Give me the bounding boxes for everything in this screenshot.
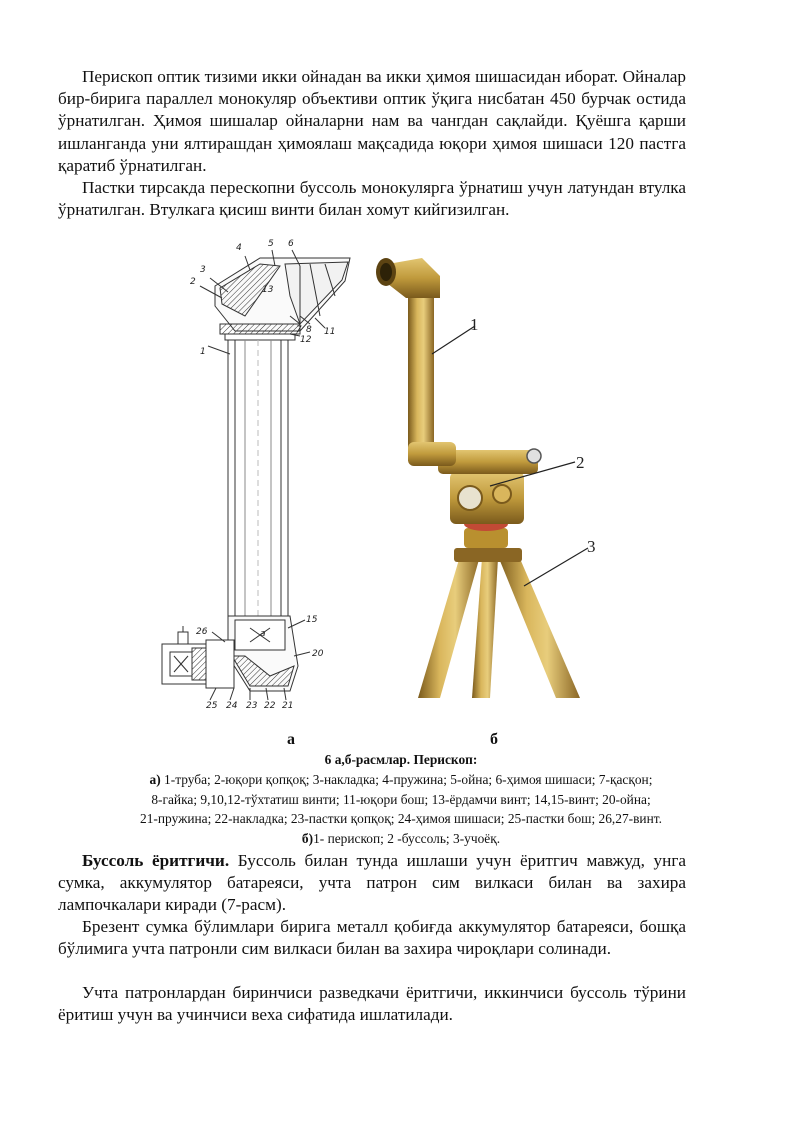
label-left-4: 4 bbox=[236, 243, 242, 253]
tripod-head bbox=[454, 548, 522, 562]
periscope-photo-illustration bbox=[376, 258, 588, 698]
label-right-1: 1 bbox=[470, 315, 479, 334]
label-left-7: 7 bbox=[296, 325, 302, 335]
label-left-26: 26 bbox=[196, 627, 208, 637]
label-left-2: 2 bbox=[190, 277, 196, 287]
label-left-a: а bbox=[260, 629, 266, 639]
caption-b-line: б)1- перископ; 2 -буссоль; 3-учоёқ. bbox=[301, 831, 501, 846]
label-left-23: 23 bbox=[246, 701, 258, 711]
label-right-2: 2 bbox=[576, 453, 585, 472]
figure-periscope bbox=[150, 236, 600, 716]
label-left-25: 25 bbox=[206, 701, 218, 711]
label-left-22: 22 bbox=[264, 701, 276, 711]
caption-a-line2: 8-гайка; 9,10,12-тўхтатиш винти; 11-юқори бош; 13-ёрдамчи винт; 14,15-винт; 20-ойна; bbox=[151, 792, 651, 807]
label-left-8: 8 bbox=[306, 325, 312, 335]
paragraph-periscope-optics: Перископ оптик тизими икки ойнадан ва икки ҳимоя шишасидан иборат. Ойналар бир-бирига параллел монокуляр объективи оптик ўқига нисбатан 450 бурчак остида ўрнатилган. Ҳимоя шишалар ойналарни нам ва чангдан сақлайди. Қуёшга қарши ишланганда уни ялтирашдан ҳимоялаш мақсадида юқори ҳимоя шишаси 120 пастга қаратиб ўрнатилган. bbox=[58, 67, 686, 175]
tripod-leg-middle bbox=[472, 558, 498, 698]
paragraph-periscope-sleeve: Пастки тирсакда перескопни буссоль монокулярга ўрнатиш учун латундан втулка ўрнатилган. Втулкага қисиш винти билан хомут кийгизилган. bbox=[58, 178, 686, 220]
paragraph-compass-light: Буссоль ёритгичи. Буссоль билан тунда ишлаши учун ёритгич мавжуд, унга сумка, аккумулятор батареяси, учта патрон сим вилкаси билан ва захира лампочкалари киради (7-расм). bbox=[58, 851, 686, 915]
label-left-5: 5 bbox=[268, 239, 274, 249]
label-left-21: 21 bbox=[282, 701, 294, 711]
caption-title: 6 а,б-расмлар. Перископ: bbox=[324, 752, 478, 767]
label-left-12: 12 bbox=[300, 335, 312, 345]
tripod-leg-left bbox=[418, 556, 480, 698]
figure-label-a: а bbox=[287, 731, 295, 748]
label-left-20: 20 bbox=[312, 649, 324, 659]
caption-a-line1: а) 1-труба; 2-юқори қопқоқ; 3-накладка; 4-пружина; 5-ойна; 6-ҳимоя шишаси; 7-қасқон; bbox=[149, 772, 653, 787]
paragraph-cartridges: Учта патронлардан биринчиси разведкачи ёритгичи, иккинчиси буссоль тўрини ёритиш учун ва учинчиси веха сифатида ишлатилади. bbox=[58, 983, 686, 1025]
label-left-3: 3 bbox=[200, 265, 206, 275]
label-left-15: 15 bbox=[306, 615, 318, 625]
label-right-3: 3 bbox=[587, 537, 596, 556]
label-left-1: 1 bbox=[200, 347, 206, 357]
label-left-24: 24 bbox=[226, 701, 238, 711]
periscope-cross-section-drawing bbox=[162, 250, 350, 700]
periscope-tube bbox=[408, 286, 434, 461]
label-left-6: 6 bbox=[288, 239, 294, 249]
caption-a-line3: 21-пружина; 22-накладка; 23-пастки қопқоқ; 24-ҳимоя шишаси; 25-пастки бош; 26,27-винт. bbox=[140, 811, 662, 826]
paragraph-bag: Брезент сумка бўлимлари бирига металл қобиғда аккумулятор батареяси, бошқа бўлимига учта патронли сим вилкаси билан ва захира чироқлари солинади. bbox=[58, 917, 686, 959]
figure-label-b: б bbox=[490, 731, 498, 748]
periscope-top-head bbox=[388, 258, 440, 298]
label-left-11: 11 bbox=[324, 327, 336, 337]
tripod-leg-right bbox=[498, 554, 580, 698]
figure-svg bbox=[150, 236, 600, 716]
label-left-13: 13 bbox=[262, 285, 274, 295]
heading-compass-light: Буссоль ёритгичи. bbox=[82, 851, 230, 870]
